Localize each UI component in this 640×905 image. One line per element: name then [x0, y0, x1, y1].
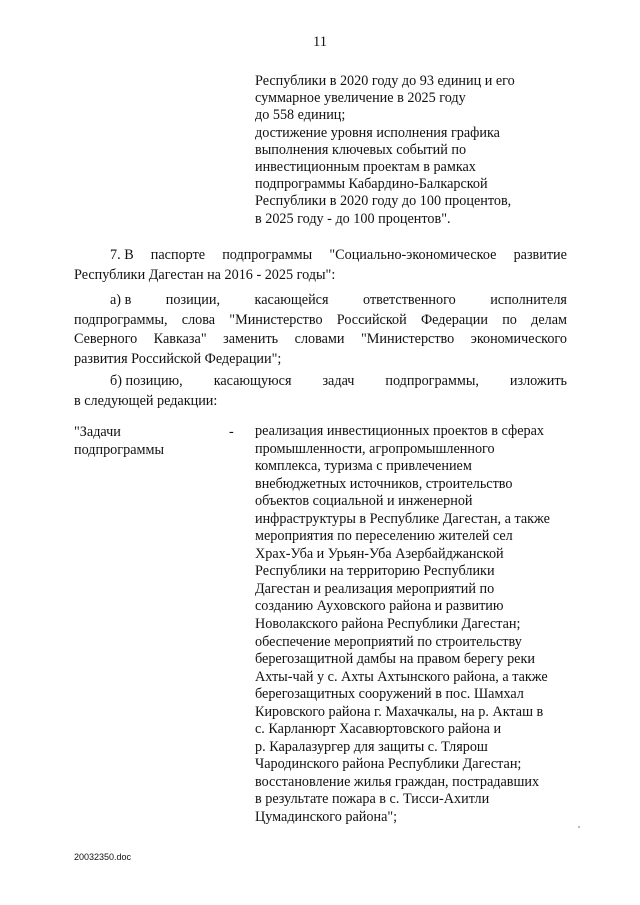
text-line: обеспечение мероприятий по строительству [255, 633, 522, 650]
word: развитие [513, 247, 567, 263]
text-line: в 2025 году - до 100 процентов". [255, 210, 451, 227]
tasks-dash: - [229, 424, 234, 440]
text-line: до 558 единиц; [255, 107, 346, 124]
scan-speck [578, 826, 580, 828]
text-line: промышленности, агропромышленного [255, 440, 495, 457]
tasks-text [255, 423, 575, 827]
text-line: в результате пожара в с. Тисси-Ахитли [255, 791, 490, 808]
text-line: развития Российской Федерации"; [74, 350, 282, 367]
text-line: берегозащитных сооружений в пос. Шамхал [255, 686, 524, 703]
word: исполнителя [490, 292, 567, 308]
word: касающуюся [213, 373, 292, 389]
word: позиции, [165, 292, 221, 308]
justified-line [74, 311, 567, 331]
word: слова [181, 311, 216, 328]
text-line: Республики в 2020 году до 93 единиц и его [255, 73, 515, 89]
justified-line [74, 330, 567, 350]
page-number: 11 [313, 34, 327, 50]
word: 7. В [110, 247, 134, 263]
word: "Министерство [229, 311, 323, 328]
word: заменить [223, 331, 279, 348]
text-line: восстановление жилья граждан, пострадавших [255, 773, 540, 790]
text-line: реализация инвестиционных проектов в сферах [255, 423, 544, 439]
item-a-paragraph [74, 291, 567, 369]
word: Федерации [420, 311, 488, 328]
word: паспорте [150, 247, 206, 263]
word: Российской [336, 311, 407, 328]
text-line: внебюджетных источников, строительство [255, 475, 513, 492]
text-line: выполнения ключевых событий по [255, 141, 467, 158]
text-line: Новолакского района Республики Дагестан; [255, 616, 521, 633]
text-line: суммарное увеличение в 2025 году [255, 90, 466, 107]
word: подпрограммы, [74, 311, 168, 328]
word: подпрограммы, [385, 373, 479, 389]
text-line: Ахты-чай у с. Ахты Ахтынского района, а также [255, 668, 548, 685]
text-line: Республики на территорию Республики [255, 563, 495, 580]
text-line: созданию Ауховского района и развитию [255, 598, 504, 615]
text-line: Дагестан и реализация мероприятий по [255, 580, 495, 597]
text-line: с. Карланюрт Хасавюртовского района и [255, 721, 502, 738]
text-line: Республики в 2020 году до 100 процентов, [255, 193, 512, 210]
word: словами [294, 331, 345, 348]
text-line: инфраструктуры в Республике Дагестан, а также [255, 510, 550, 527]
word: "Министерство [360, 331, 455, 348]
justified-line [74, 246, 567, 266]
text-line: мероприятия по переселению жителей сел [255, 528, 513, 545]
continuation-text [255, 73, 585, 228]
text-line: Чародинского района Республики Дагестан; [255, 756, 522, 773]
word: ответственного [363, 292, 456, 308]
text-line: инвестиционным проектам в рамках [255, 159, 476, 176]
word: делам [531, 311, 567, 328]
item-7-paragraph [74, 246, 567, 285]
text-line: в следующей редакции: [74, 392, 218, 409]
text-line: подпрограммы Кабардино-Балкарской [255, 176, 488, 193]
word: касающейся [254, 292, 329, 308]
justified-line [74, 372, 567, 392]
word: Кавказа" [153, 331, 207, 348]
text-line: Цумадинского района"; [255, 809, 398, 826]
footer-file-code: 20032350.doc [74, 852, 132, 862]
text-line: берегозащитной дамбы на правом берегу реки [255, 651, 535, 668]
word: по [502, 311, 517, 328]
item-b-paragraph [74, 372, 567, 411]
word: б) позицию, [110, 373, 183, 389]
text-line: комплекса, туризма с привлечением [255, 458, 472, 475]
word: задач [322, 373, 355, 389]
text-line: объектов социальной и инженерной [255, 493, 473, 510]
text-line: Храх-Уба и Урьян-Уба Азербайджанской [255, 545, 504, 562]
text-line: Кировского района г. Махачкалы, на р. Акташ в [255, 703, 544, 720]
word: экономического [470, 331, 567, 348]
label-line: "Задачи [74, 424, 121, 440]
word: а) в [110, 292, 132, 308]
text-line: Республики Дагестан на 2016 - 2025 годы": [74, 266, 336, 283]
justified-line [74, 291, 567, 311]
word: Северного [74, 331, 138, 348]
word: подпрограммы [222, 247, 313, 263]
tasks-label [74, 423, 164, 459]
word: изложить [509, 373, 567, 389]
word: "Социально-экономическое [329, 247, 497, 263]
label-line: подпрограммы [74, 442, 164, 458]
text-line: р. Каралазургер для защиты с. Тлярош [255, 738, 488, 755]
text-line: достижение уровня исполнения графика [255, 124, 500, 141]
